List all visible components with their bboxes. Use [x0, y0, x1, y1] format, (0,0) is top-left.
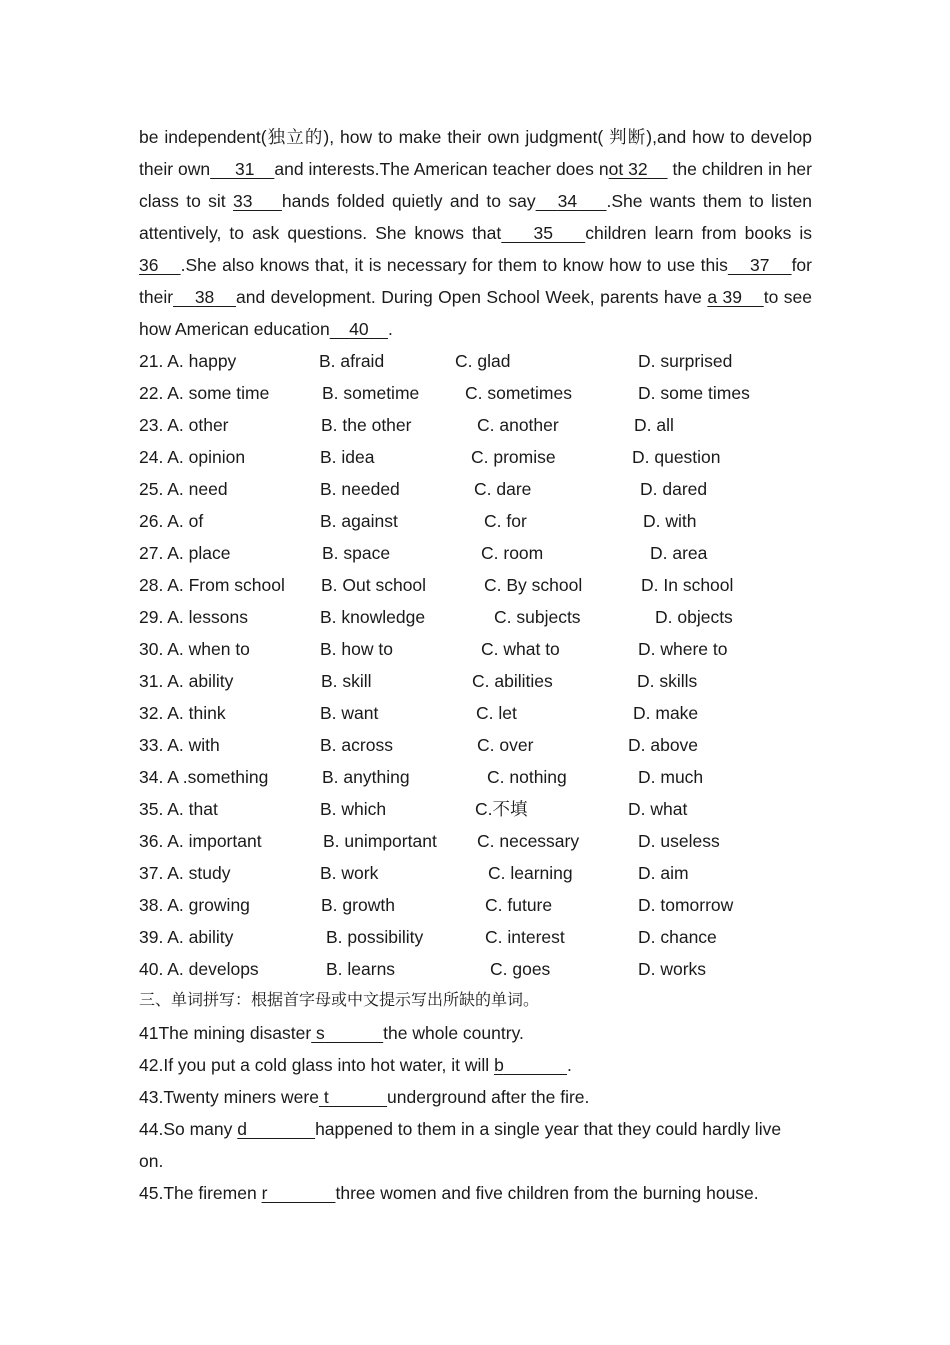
option-a[interactable]: 21. A. happy [139, 351, 237, 371]
option-a[interactable]: 29. A. lessons [139, 607, 248, 627]
passage-line-2: their own 31 and interests.The American teacher does not 32 the children in her [139, 159, 812, 179]
option-row-32 [139, 697, 839, 729]
option-d[interactable]: D. tomorrow [638, 895, 734, 915]
answer-blank-41[interactable]: s [316, 1023, 325, 1043]
blank-40: 40 [349, 319, 369, 339]
option-c[interactable]: C. goes [490, 959, 551, 979]
option-d[interactable]: D. much [638, 767, 704, 787]
option-row-30 [139, 633, 839, 665]
blank-31: 31 [235, 159, 255, 179]
option-row-35 [139, 793, 839, 825]
option-d[interactable]: D. where to [638, 639, 728, 659]
option-b[interactable]: B. learns [326, 959, 396, 979]
answer-blank-44[interactable]: d [237, 1119, 247, 1139]
option-d[interactable]: D. all [634, 415, 674, 435]
option-c[interactable]: C. room [481, 543, 544, 563]
spelling-question-43: 43.Twenty miners were t underground after the fire. [139, 1087, 590, 1107]
option-c[interactable]: C. glad [455, 351, 511, 371]
option-b[interactable]: B. knowledge [320, 607, 426, 627]
option-a[interactable]: 35. A. that [139, 799, 218, 819]
option-b[interactable]: B. across [320, 735, 393, 755]
option-d[interactable]: D. what [628, 799, 688, 819]
option-d[interactable]: D. surprised [638, 351, 733, 371]
passage-line-1: be independent(独立的), how to make their own judgment( 判断),and how to develop [139, 127, 812, 147]
option-b[interactable]: B. anything [322, 767, 410, 787]
option-b[interactable]: B. work [320, 863, 379, 883]
option-c[interactable]: C. By school [484, 575, 583, 595]
option-a[interactable]: 37. A. study [139, 863, 231, 883]
option-c[interactable]: C. interest [485, 927, 565, 947]
options-list [139, 345, 839, 985]
option-d[interactable]: D. useless [638, 831, 720, 851]
option-d[interactable]: D. make [633, 703, 699, 723]
option-row-37 [139, 857, 839, 889]
answer-blank-45[interactable]: r [261, 1183, 268, 1203]
blank-32: ot 32 [608, 159, 648, 179]
option-c[interactable]: C. dare [474, 479, 532, 499]
spelling-question-45: 45.The firemen r three women and five children from the burning house. [139, 1183, 759, 1203]
option-c[interactable]: C. what to [481, 639, 560, 659]
option-d[interactable]: D. question [632, 447, 721, 467]
option-row-38 [139, 889, 839, 921]
option-a[interactable]: 27. A. place [139, 543, 231, 563]
option-b[interactable]: B. Out school [321, 575, 427, 595]
option-b[interactable]: B. skill [321, 671, 372, 691]
option-d[interactable]: D. area [650, 543, 708, 563]
option-b[interactable]: B. space [322, 543, 391, 563]
option-row-24 [139, 441, 839, 473]
passage-line-7: how American education 40 . [139, 319, 393, 339]
blank-38: 38 [194, 287, 215, 307]
option-b[interactable]: B. how to [320, 639, 393, 659]
option-b[interactable]: B. idea [320, 447, 375, 467]
option-c[interactable]: C. over [477, 735, 534, 755]
option-d[interactable]: D. dared [640, 479, 708, 499]
option-d[interactable]: D. In school [641, 575, 734, 595]
answer-blank-43[interactable]: t [323, 1087, 329, 1107]
option-d[interactable]: D. with [643, 511, 697, 531]
option-row-22 [139, 377, 839, 409]
option-row-29 [139, 601, 839, 633]
option-row-31 [139, 665, 839, 697]
cloze-passage [139, 121, 812, 345]
passage-line-5: 36 .She also knows that, it is necessary for them to know how to use this 37 for [139, 255, 812, 275]
option-b[interactable]: B. against [320, 511, 398, 531]
section-3-heading: 三、单词拼写：根据首字母或中文提示写出所缺的单词。 [139, 990, 540, 1009]
option-c[interactable]: C. subjects [494, 607, 581, 627]
option-d[interactable]: D. skills [637, 671, 698, 691]
option-b[interactable]: B. unimportant [323, 831, 437, 851]
option-c[interactable]: C.不填 [475, 799, 528, 819]
option-row-40 [139, 953, 839, 985]
option-d[interactable]: D. objects [655, 607, 733, 627]
option-a[interactable]: 26. A. of [139, 511, 204, 531]
option-row-26 [139, 505, 839, 537]
option-a[interactable]: 40. A. develops [139, 959, 259, 979]
passage-line-4: attentively, to ask questions. She knows that 35 children learn from books is [139, 223, 813, 243]
option-c[interactable]: C. let [476, 703, 517, 723]
spelling-question-44-cont: on. [139, 1151, 164, 1171]
option-a[interactable]: 30. A. when to [139, 639, 250, 659]
option-c[interactable]: C. promise [471, 447, 556, 467]
option-a[interactable]: 33. A. with [139, 735, 220, 755]
option-c[interactable]: C. necessary [477, 831, 580, 851]
option-b[interactable]: B. afraid [319, 351, 385, 371]
option-a[interactable]: 28. A. From school [139, 575, 285, 595]
option-a[interactable]: 22. A. some time [139, 383, 270, 403]
option-row-33 [139, 729, 839, 761]
option-b[interactable]: B. needed [320, 479, 400, 499]
option-c[interactable]: C. for [484, 511, 527, 531]
option-row-28 [139, 569, 839, 601]
blank-34: 34 [557, 191, 578, 211]
option-row-25 [139, 473, 839, 505]
spelling-question-41: 41The mining disaster s the whole country. [139, 1023, 524, 1043]
option-row-39 [139, 921, 839, 953]
passage-line-3: class to sit 33 hands folded quietly and to say 34 .She wants them to listen [139, 191, 812, 211]
option-a[interactable]: 34. A .something [139, 767, 269, 787]
option-b[interactable]: B. possibility [326, 927, 424, 947]
option-b[interactable]: B. which [320, 799, 387, 819]
option-row-21 [139, 345, 839, 377]
blank-35: 35 [533, 223, 553, 243]
option-c[interactable]: C. learning [488, 863, 573, 883]
option-c[interactable]: C. sometimes [465, 383, 572, 403]
spelling-question-42: 42.If you put a cold glass into hot water, it will b . [139, 1055, 572, 1075]
option-d[interactable]: D. some times [638, 383, 750, 403]
option-a[interactable]: 38. A. growing [139, 895, 250, 915]
option-c[interactable]: C. future [485, 895, 553, 915]
option-d[interactable]: D. works [638, 959, 707, 979]
blank-37: 37 [749, 255, 770, 275]
option-a[interactable]: 23. A. other [139, 415, 229, 435]
answer-blank-42[interactable]: b [494, 1055, 504, 1075]
spelling-question-44: 44.So many d happened to them in a single year that they could hardly live [139, 1119, 782, 1139]
option-row-36 [139, 825, 839, 857]
option-b[interactable]: B. the other [321, 415, 412, 435]
blank-39: a 39 [707, 287, 742, 307]
blank-36: 36 [139, 255, 159, 275]
option-c[interactable]: C. nothing [487, 767, 567, 787]
passage-line-6: their 38 and development. During Open School Week, parents have a 39 to see [139, 287, 812, 307]
option-c[interactable]: C. abilities [472, 671, 553, 691]
option-a[interactable]: 32. A. think [139, 703, 226, 723]
option-row-34 [139, 761, 839, 793]
option-row-23 [139, 409, 839, 441]
option-d[interactable]: D. chance [638, 927, 717, 947]
option-a[interactable]: 25. A. need [139, 479, 228, 499]
option-row-27 [139, 537, 839, 569]
option-b[interactable]: B. want [320, 703, 379, 723]
blank-33: 33 [233, 191, 253, 211]
option-a[interactable]: 36. A. important [139, 831, 262, 851]
option-a[interactable]: 24. A. opinion [139, 447, 246, 467]
option-d[interactable]: D. above [628, 735, 699, 755]
option-c[interactable]: C. another [477, 415, 559, 435]
option-b[interactable]: B. growth [321, 895, 395, 915]
option-b[interactable]: B. sometime [322, 383, 420, 403]
option-a[interactable]: 39. A. ability [139, 927, 234, 947]
option-d[interactable]: D. aim [638, 863, 689, 883]
option-a[interactable]: 31. A. ability [139, 671, 234, 691]
